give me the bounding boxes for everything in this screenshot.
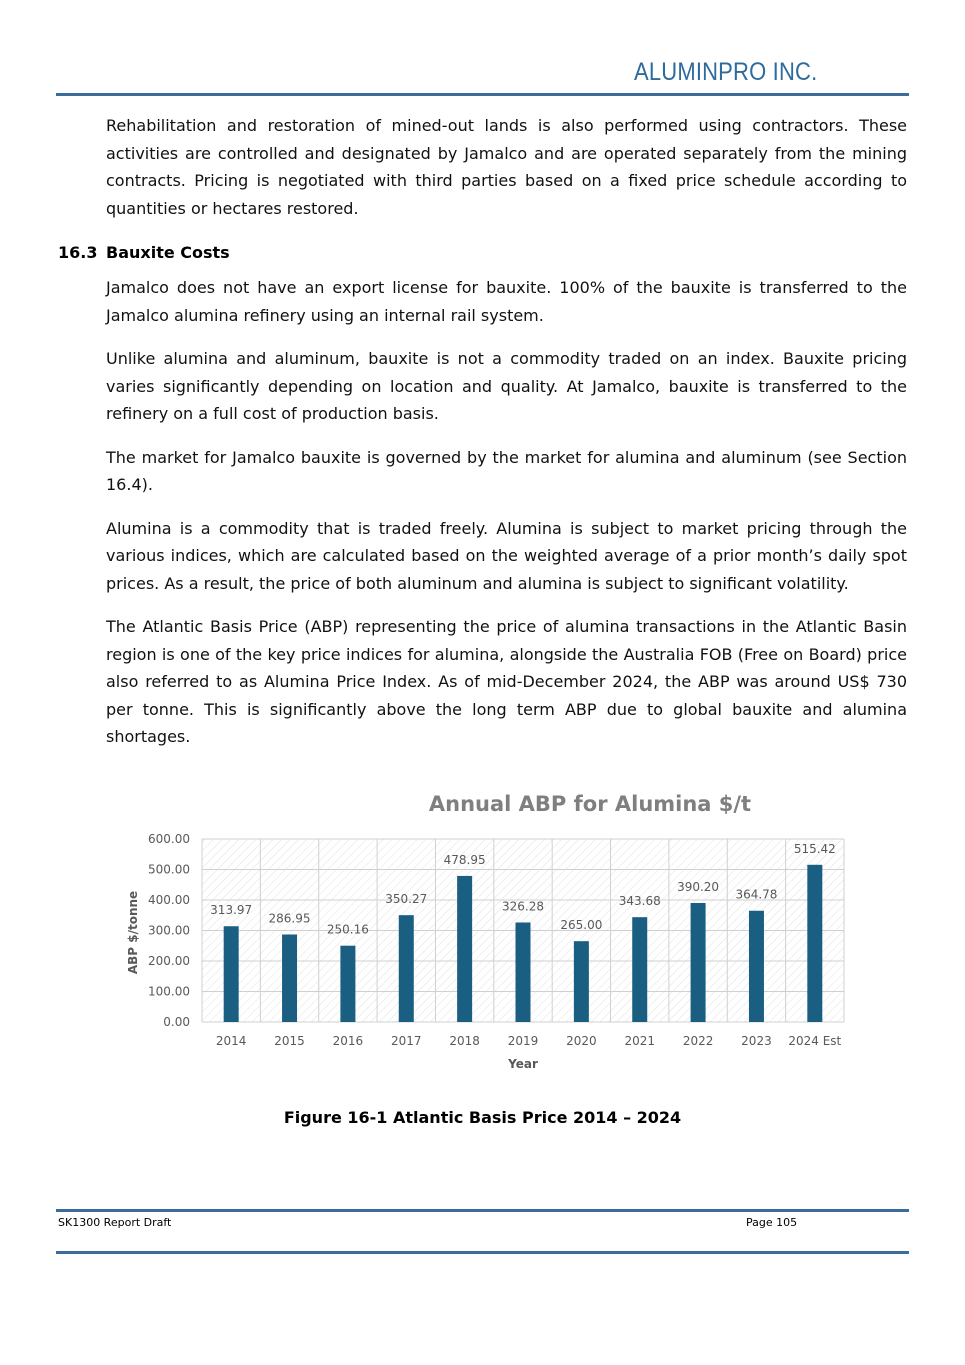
- x-tick-label: 2014: [215, 1034, 247, 1048]
- company-header: ALUMINPRO INC.: [633, 58, 817, 86]
- x-axis-label: Year: [508, 1057, 538, 1071]
- data-label: 265.00: [560, 918, 603, 933]
- bar: [399, 915, 414, 1022]
- x-tick-label: 2023: [741, 1034, 772, 1048]
- data-label: 390.20: [677, 879, 720, 894]
- data-label: 478.95: [443, 852, 486, 867]
- bar: [457, 876, 472, 1022]
- data-label: 343.68: [618, 894, 661, 909]
- section-title: Bauxite Costs: [106, 243, 230, 262]
- footer-report-name: SK1300 Report Draft: [58, 1216, 172, 1229]
- footer-page-number: Page 105: [746, 1216, 798, 1229]
- footer-rule-top: [56, 1209, 909, 1212]
- section-number: 16.3: [58, 243, 98, 262]
- bar: [807, 865, 822, 1022]
- paragraph-alumina-commodity: Alumina is a commodity that is traded freely. Alumina is subject to market pricing through the various indices, which are calculated based on the weighted average of a prior month’s daily spot prices. As a result, the price of both aluminum and alumina is subject to significant volatility.: [106, 518, 907, 593]
- x-tick-label: 2019: [507, 1034, 539, 1048]
- y-tick-label: 200.00: [148, 954, 190, 968]
- x-tick-label: 2022: [682, 1034, 714, 1048]
- y-tick-label: 500.00: [148, 862, 190, 877]
- x-tick-label: 2015: [274, 1034, 305, 1048]
- section-heading: [58, 243, 230, 262]
- y-tick-label: 600.00: [148, 832, 190, 846]
- y-tick-label: 400.00: [148, 893, 190, 907]
- abp-chart-svg: [120, 780, 860, 1080]
- data-label: 350.27: [385, 892, 428, 907]
- header-rule: [56, 93, 909, 96]
- body-text-main: [106, 274, 907, 767]
- x-tick-label: 2020: [566, 1034, 597, 1048]
- y-axis-label: ABP $/tonne: [126, 890, 140, 975]
- paragraph-market: The market for Jamalco bauxite is governed by the market for alumina and aluminum (see Section 16.4).: [106, 447, 907, 494]
- abp-chart: [120, 780, 860, 1080]
- data-label: 364.78: [735, 887, 778, 902]
- paragraph-bauxite-pricing: Unlike alumina and aluminum, bauxite is not a commodity traded on an index. Bauxite pricing varies significantly depending on location and quality. At Jamalco, bauxite is transferred to the refinery on a full cost of production basis.: [106, 349, 907, 423]
- footer-rule-bottom: [56, 1251, 909, 1254]
- bar: [340, 946, 355, 1022]
- chart-title: Annual ABP for Alumina $/t: [428, 792, 752, 816]
- bar: [516, 922, 531, 1022]
- y-tick-label: 100.00: [148, 984, 190, 999]
- x-tick-label: 2016: [332, 1034, 364, 1048]
- bar: [632, 917, 647, 1022]
- data-label: 286.95: [268, 911, 311, 926]
- paragraph-export-license: Jamalco does not have an export license for bauxite. 100% of the bauxite is transferred to the Jamalco alumina refinery using an internal rail system.: [106, 278, 907, 325]
- body-text-top: [106, 112, 907, 238]
- x-tick-label: 2018: [449, 1034, 480, 1048]
- data-label: 313.97: [210, 903, 253, 918]
- data-label: 250.16: [326, 922, 369, 937]
- data-label: 515.42: [793, 841, 836, 856]
- bar: [574, 941, 589, 1022]
- x-tick-label: 2017: [390, 1034, 422, 1048]
- x-tick-label: 2021: [624, 1034, 656, 1048]
- paragraph-abp: The Atlantic Basis Price (ABP) representing the price of alumina transactions in the Atlantic Basin region is one of the key price indices for alumina, alongside the Australia FOB (Free on Board) price also referred to as Alumina Price Index. As of mid-December 2024, the ABP was around US$ 730 per tonne. This is significantly above the long term ABP due to global bauxite and alumina shortages.: [106, 617, 907, 746]
- bar: [691, 903, 706, 1022]
- bar: [282, 934, 297, 1022]
- bar: [749, 911, 764, 1022]
- y-tick-label: 0.00: [163, 1015, 190, 1029]
- figure-caption: Figure 16-1 Atlantic Basis Price 2014 – 2024: [283, 1108, 682, 1127]
- data-label: 326.28: [502, 899, 544, 914]
- y-tick-label: 300.00: [148, 923, 190, 938]
- x-tick-label: 2024 Est: [788, 1034, 842, 1048]
- bar: [224, 926, 239, 1022]
- paragraph-rehabilitation: Rehabilitation and restoration of mined-out lands is also performed using contractors. These activities are controlled and designated by Jamalco and are operated separately from the mining contracts. Pricing is negotiated with third parties based on a fixed price schedule according to quantities or hectares restored.: [106, 116, 907, 218]
